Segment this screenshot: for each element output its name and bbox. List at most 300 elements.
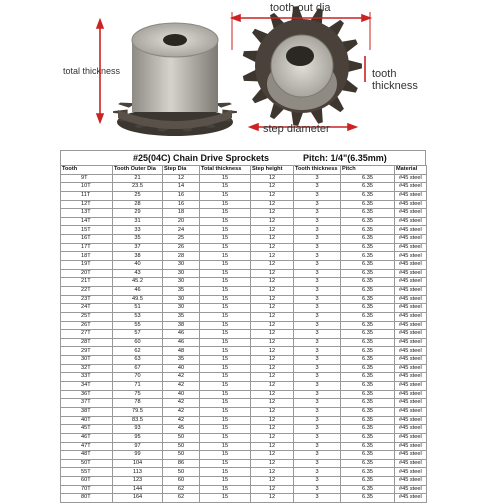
right-sprocket: [243, 6, 362, 126]
cell-tooth: 46T: [61, 433, 113, 442]
cell-step-dia: 35: [163, 312, 200, 321]
cell-pitch: 6.35: [341, 390, 395, 399]
cell-step-dia: 42: [163, 416, 200, 425]
left-sprocket: [113, 23, 237, 136]
cell-material: #45 steel: [395, 442, 427, 451]
spec-table-section: [60, 150, 426, 503]
cell-material: #45 steel: [395, 209, 427, 218]
cell-tooth-outer-dia: 23.5: [113, 183, 163, 192]
cell-total-thickness: 15: [200, 468, 251, 477]
table-pitch-title: Pitch: 1/4"(6.35mm): [303, 153, 387, 163]
cell-material: #45 steel: [395, 425, 427, 434]
cell-tooth: 19T: [61, 261, 113, 270]
spec-table: [60, 165, 427, 503]
total-thickness-label: total thickness: [63, 66, 121, 76]
cell-step-height: 12: [251, 304, 294, 313]
cell-tooth: 50T: [61, 459, 113, 468]
cell-tooth: 60T: [61, 477, 113, 486]
table-row: [61, 451, 427, 460]
cell-pitch: 6.35: [341, 356, 395, 365]
cell-tooth: 14T: [61, 217, 113, 226]
cell-tooth-thickness: 3: [294, 243, 341, 252]
cell-tooth: 13T: [61, 209, 113, 218]
cell-tooth-outer-dia: 104: [113, 459, 163, 468]
cell-step-dia: 24: [163, 226, 200, 235]
cell-step-height: 12: [251, 174, 294, 183]
cell-total-thickness: 15: [200, 261, 251, 270]
tooth-out-dia-label: tooth out dia: [270, 2, 331, 14]
cell-material: #45 steel: [395, 174, 427, 183]
cell-material: #45 steel: [395, 390, 427, 399]
cell-material: #45 steel: [395, 286, 427, 295]
table-row: [61, 269, 427, 278]
cell-pitch: 6.35: [341, 209, 395, 218]
cell-step-height: 12: [251, 433, 294, 442]
cell-step-height: 12: [251, 442, 294, 451]
cell-pitch: 6.35: [341, 459, 395, 468]
table-row: [61, 390, 427, 399]
cell-pitch: 6.35: [341, 382, 395, 391]
table-row: [61, 485, 427, 494]
cell-pitch: 6.35: [341, 399, 395, 408]
table-row: [61, 235, 427, 244]
cell-total-thickness: 15: [200, 295, 251, 304]
cell-total-thickness: 15: [200, 174, 251, 183]
cell-tooth-outer-dia: 123: [113, 477, 163, 486]
cell-tooth-outer-dia: 57: [113, 330, 163, 339]
cell-tooth-thickness: 3: [294, 200, 341, 209]
cell-step-dia: 50: [163, 433, 200, 442]
header-pitch: Pitch: [341, 166, 395, 175]
table-row: [61, 174, 427, 183]
table-row: [61, 416, 427, 425]
cell-tooth-outer-dia: 99: [113, 451, 163, 460]
cell-tooth-thickness: 3: [294, 347, 341, 356]
cell-step-dia: 86: [163, 459, 200, 468]
cell-tooth-thickness: 3: [294, 451, 341, 460]
cell-pitch: 6.35: [341, 451, 395, 460]
cell-step-height: 12: [251, 468, 294, 477]
cell-tooth-thickness: 3: [294, 477, 341, 486]
table-row: [61, 200, 427, 209]
cell-step-height: 12: [251, 485, 294, 494]
cell-tooth-thickness: 3: [294, 485, 341, 494]
table-row: [61, 407, 427, 416]
cell-step-dia: 48: [163, 347, 200, 356]
cell-tooth: 21T: [61, 278, 113, 287]
cell-step-dia: 26: [163, 243, 200, 252]
cell-total-thickness: 15: [200, 243, 251, 252]
cell-tooth: 33T: [61, 373, 113, 382]
cell-step-height: 12: [251, 407, 294, 416]
cell-material: #45 steel: [395, 278, 427, 287]
table-row: [61, 312, 427, 321]
cell-pitch: 6.35: [341, 252, 395, 261]
cell-tooth-outer-dia: 70: [113, 373, 163, 382]
cell-step-height: 12: [251, 382, 294, 391]
cell-pitch: 6.35: [341, 235, 395, 244]
cell-material: #45 steel: [395, 477, 427, 486]
cell-material: #45 steel: [395, 494, 427, 503]
cell-tooth-thickness: 3: [294, 338, 341, 347]
cell-tooth-outer-dia: 83.5: [113, 416, 163, 425]
sprocket-photo: [0, 0, 480, 148]
cell-step-height: 12: [251, 399, 294, 408]
cell-tooth: 16T: [61, 235, 113, 244]
table-row: [61, 399, 427, 408]
cell-tooth-thickness: 3: [294, 252, 341, 261]
cell-tooth: 26T: [61, 321, 113, 330]
table-row: [61, 243, 427, 252]
cell-tooth-outer-dia: 93: [113, 425, 163, 434]
cell-step-height: 12: [251, 321, 294, 330]
cell-step-dia: 42: [163, 399, 200, 408]
cell-tooth-thickness: 3: [294, 261, 341, 270]
cell-tooth-thickness: 3: [294, 364, 341, 373]
cell-tooth: 37T: [61, 399, 113, 408]
cell-tooth-outer-dia: 79.5: [113, 407, 163, 416]
cell-tooth: 29T: [61, 347, 113, 356]
table-row: [61, 183, 427, 192]
step-diameter-label: step diameter: [263, 123, 330, 135]
cell-step-dia: 46: [163, 330, 200, 339]
cell-total-thickness: 15: [200, 183, 251, 192]
cell-tooth: 20T: [61, 269, 113, 278]
cell-tooth-thickness: 3: [294, 416, 341, 425]
table-row: [61, 468, 427, 477]
cell-step-height: 12: [251, 243, 294, 252]
cell-step-dia: 50: [163, 442, 200, 451]
cell-material: #45 steel: [395, 312, 427, 321]
cell-step-dia: 42: [163, 407, 200, 416]
table-title: #25(04C) Chain Drive Sprockets: [133, 153, 270, 163]
table-row: [61, 494, 427, 503]
cell-tooth-outer-dia: 25: [113, 191, 163, 200]
cell-step-height: 12: [251, 373, 294, 382]
cell-step-height: 12: [251, 209, 294, 218]
cell-material: #45 steel: [395, 200, 427, 209]
cell-tooth-outer-dia: 40: [113, 261, 163, 270]
cell-pitch: 6.35: [341, 261, 395, 270]
cell-material: #45 steel: [395, 407, 427, 416]
cell-step-dia: 14: [163, 183, 200, 192]
cell-total-thickness: 15: [200, 399, 251, 408]
cell-tooth-thickness: 3: [294, 373, 341, 382]
cell-step-height: 12: [251, 330, 294, 339]
cell-step-height: 12: [251, 477, 294, 486]
cell-step-dia: 42: [163, 382, 200, 391]
cell-pitch: 6.35: [341, 338, 395, 347]
cell-tooth-outer-dia: 28: [113, 200, 163, 209]
cell-step-dia: 62: [163, 494, 200, 503]
cell-total-thickness: 15: [200, 217, 251, 226]
table-row: [61, 226, 427, 235]
cell-tooth-outer-dia: 21: [113, 174, 163, 183]
cell-tooth: 55T: [61, 468, 113, 477]
table-row: [61, 209, 427, 218]
cell-pitch: 6.35: [341, 425, 395, 434]
cell-tooth: 9T: [61, 174, 113, 183]
cell-total-thickness: 15: [200, 364, 251, 373]
cell-material: #45 steel: [395, 416, 427, 425]
cell-total-thickness: 15: [200, 200, 251, 209]
cell-tooth: 11T: [61, 191, 113, 200]
cell-total-thickness: 15: [200, 338, 251, 347]
cell-tooth: 10T: [61, 183, 113, 192]
cell-step-height: 12: [251, 390, 294, 399]
cell-tooth-outer-dia: 67: [113, 364, 163, 373]
cell-step-dia: 40: [163, 364, 200, 373]
cell-step-height: 12: [251, 338, 294, 347]
cell-pitch: 6.35: [341, 468, 395, 477]
table-row: [61, 278, 427, 287]
cell-pitch: 6.35: [341, 485, 395, 494]
cell-tooth: 45T: [61, 425, 113, 434]
cell-pitch: 6.35: [341, 304, 395, 313]
cell-pitch: 6.35: [341, 416, 395, 425]
cell-pitch: 6.35: [341, 269, 395, 278]
cell-step-dia: 30: [163, 269, 200, 278]
cell-material: #45 steel: [395, 364, 427, 373]
cell-total-thickness: 15: [200, 425, 251, 434]
cell-tooth-thickness: 3: [294, 174, 341, 183]
cell-total-thickness: 15: [200, 433, 251, 442]
cell-tooth: 30T: [61, 356, 113, 365]
cell-step-height: 12: [251, 347, 294, 356]
cell-step-dia: 25: [163, 235, 200, 244]
cell-tooth-thickness: 3: [294, 399, 341, 408]
cell-tooth-thickness: 3: [294, 191, 341, 200]
cell-pitch: 6.35: [341, 295, 395, 304]
cell-step-height: 12: [251, 191, 294, 200]
cell-tooth-thickness: 3: [294, 269, 341, 278]
cell-tooth: 22T: [61, 286, 113, 295]
cell-tooth-outer-dia: 60: [113, 338, 163, 347]
cell-total-thickness: 15: [200, 209, 251, 218]
cell-tooth-thickness: 3: [294, 459, 341, 468]
cell-tooth-outer-dia: 31: [113, 217, 163, 226]
cell-material: #45 steel: [395, 243, 427, 252]
cell-step-height: 12: [251, 451, 294, 460]
cell-tooth-outer-dia: 62: [113, 347, 163, 356]
table-row: [61, 252, 427, 261]
cell-step-dia: 18: [163, 209, 200, 218]
cell-tooth: 36T: [61, 390, 113, 399]
cell-material: #45 steel: [395, 261, 427, 270]
cell-tooth-thickness: 3: [294, 442, 341, 451]
cell-step-dia: 30: [163, 261, 200, 270]
table-title-bar: [60, 150, 426, 165]
cell-material: #45 steel: [395, 338, 427, 347]
cell-step-dia: 38: [163, 321, 200, 330]
cell-total-thickness: 15: [200, 477, 251, 486]
cell-total-thickness: 15: [200, 485, 251, 494]
cell-tooth-thickness: 3: [294, 295, 341, 304]
cell-pitch: 6.35: [341, 407, 395, 416]
cell-tooth-thickness: 3: [294, 278, 341, 287]
cell-material: #45 steel: [395, 269, 427, 278]
cell-tooth-thickness: 3: [294, 304, 341, 313]
header-tooth-outer-dia: Tooth Outer Dia: [113, 166, 163, 175]
cell-tooth: 28T: [61, 338, 113, 347]
tooth-thickness-label: tooth thickness: [372, 68, 418, 92]
cell-tooth: 25T: [61, 312, 113, 321]
table-row: [61, 382, 427, 391]
cell-step-height: 12: [251, 183, 294, 192]
cell-total-thickness: 15: [200, 304, 251, 313]
header-step-height: Step height: [251, 166, 294, 175]
cell-step-height: 12: [251, 261, 294, 270]
cell-material: #45 steel: [395, 433, 427, 442]
cell-tooth-thickness: 3: [294, 217, 341, 226]
cell-tooth-outer-dia: 75: [113, 390, 163, 399]
cell-pitch: 6.35: [341, 433, 395, 442]
cell-tooth-outer-dia: 164: [113, 494, 163, 503]
cell-total-thickness: 15: [200, 226, 251, 235]
cell-material: #45 steel: [395, 217, 427, 226]
cell-tooth-thickness: 3: [294, 468, 341, 477]
cell-tooth: 38T: [61, 407, 113, 416]
cell-step-dia: 60: [163, 477, 200, 486]
cell-tooth: 27T: [61, 330, 113, 339]
cell-tooth-thickness: 3: [294, 390, 341, 399]
table-row: [61, 321, 427, 330]
cell-pitch: 6.35: [341, 174, 395, 183]
cell-tooth-outer-dia: 78: [113, 399, 163, 408]
cell-pitch: 6.35: [341, 183, 395, 192]
cell-step-height: 12: [251, 364, 294, 373]
cell-step-dia: 46: [163, 338, 200, 347]
cell-pitch: 6.35: [341, 286, 395, 295]
cell-step-dia: 35: [163, 356, 200, 365]
header-step-dia: Step Dia: [163, 166, 200, 175]
cell-tooth-outer-dia: 71: [113, 382, 163, 391]
cell-total-thickness: 15: [200, 269, 251, 278]
cell-tooth-outer-dia: 29: [113, 209, 163, 218]
cell-step-dia: 42: [163, 373, 200, 382]
cell-tooth-outer-dia: 53: [113, 312, 163, 321]
cell-step-height: 12: [251, 278, 294, 287]
cell-step-dia: 50: [163, 451, 200, 460]
cell-total-thickness: 15: [200, 442, 251, 451]
cell-tooth-outer-dia: 95: [113, 433, 163, 442]
cell-tooth: 18T: [61, 252, 113, 261]
cell-tooth-outer-dia: 51: [113, 304, 163, 313]
table-row: [61, 347, 427, 356]
cell-total-thickness: 15: [200, 459, 251, 468]
cell-pitch: 6.35: [341, 347, 395, 356]
cell-pitch: 6.35: [341, 373, 395, 382]
cell-tooth-thickness: 3: [294, 209, 341, 218]
cell-tooth: 40T: [61, 416, 113, 425]
cell-tooth-thickness: 3: [294, 494, 341, 503]
cell-tooth-thickness: 3: [294, 356, 341, 365]
cell-tooth-outer-dia: 43: [113, 269, 163, 278]
cell-step-dia: 12: [163, 174, 200, 183]
cell-pitch: 6.35: [341, 200, 395, 209]
cell-tooth: 80T: [61, 494, 113, 503]
cell-tooth-outer-dia: 37: [113, 243, 163, 252]
cell-total-thickness: 15: [200, 278, 251, 287]
header-tooth-thickness: Tooth thickness: [294, 166, 341, 175]
cell-step-dia: 35: [163, 286, 200, 295]
cell-step-height: 12: [251, 235, 294, 244]
cell-total-thickness: 15: [200, 494, 251, 503]
cell-tooth-thickness: 3: [294, 226, 341, 235]
cell-tooth-outer-dia: 49.5: [113, 295, 163, 304]
table-row: [61, 338, 427, 347]
cell-step-dia: 30: [163, 295, 200, 304]
cell-tooth: 15T: [61, 226, 113, 235]
cell-total-thickness: 15: [200, 235, 251, 244]
cell-step-height: 12: [251, 416, 294, 425]
cell-total-thickness: 15: [200, 373, 251, 382]
cell-total-thickness: 15: [200, 407, 251, 416]
cell-tooth: 48T: [61, 451, 113, 460]
cell-step-height: 12: [251, 459, 294, 468]
cell-step-dia: 62: [163, 485, 200, 494]
cell-total-thickness: 15: [200, 191, 251, 200]
cell-pitch: 6.35: [341, 364, 395, 373]
header-total-thickness: Total thickness: [200, 166, 251, 175]
cell-pitch: 6.35: [341, 442, 395, 451]
table-row: [61, 373, 427, 382]
cell-pitch: 6.35: [341, 477, 395, 486]
cell-material: #45 steel: [395, 356, 427, 365]
cell-tooth-thickness: 3: [294, 433, 341, 442]
cell-material: #45 steel: [395, 183, 427, 192]
cell-tooth-thickness: 3: [294, 286, 341, 295]
cell-material: #45 steel: [395, 330, 427, 339]
cell-step-dia: 40: [163, 390, 200, 399]
cell-total-thickness: 15: [200, 347, 251, 356]
cell-material: #45 steel: [395, 373, 427, 382]
cell-material: #45 steel: [395, 304, 427, 313]
cell-step-height: 12: [251, 356, 294, 365]
table-row: [61, 330, 427, 339]
table-row: [61, 261, 427, 270]
table-row: [61, 477, 427, 486]
cell-tooth-outer-dia: 35: [113, 235, 163, 244]
cell-total-thickness: 15: [200, 382, 251, 391]
cell-tooth-outer-dia: 33: [113, 226, 163, 235]
cell-material: #45 steel: [395, 468, 427, 477]
cell-step-height: 12: [251, 252, 294, 261]
cell-material: #45 steel: [395, 295, 427, 304]
cell-material: #45 steel: [395, 191, 427, 200]
table-header-row: [61, 166, 427, 175]
cell-pitch: 6.35: [341, 243, 395, 252]
cell-total-thickness: 15: [200, 312, 251, 321]
cell-total-thickness: 15: [200, 286, 251, 295]
table-row: [61, 356, 427, 365]
table-row: [61, 442, 427, 451]
header-material: Material: [395, 166, 427, 175]
cell-step-dia: 20: [163, 217, 200, 226]
cell-step-dia: 16: [163, 200, 200, 209]
cell-tooth-outer-dia: 144: [113, 485, 163, 494]
cell-pitch: 6.35: [341, 321, 395, 330]
cell-tooth: 47T: [61, 442, 113, 451]
cell-step-dia: 30: [163, 304, 200, 313]
cell-material: #45 steel: [395, 226, 427, 235]
cell-step-dia: 28: [163, 252, 200, 261]
cell-material: #45 steel: [395, 235, 427, 244]
table-row: [61, 191, 427, 200]
cell-tooth-outer-dia: 45.2: [113, 278, 163, 287]
cell-pitch: 6.35: [341, 278, 395, 287]
cell-tooth-thickness: 3: [294, 425, 341, 434]
